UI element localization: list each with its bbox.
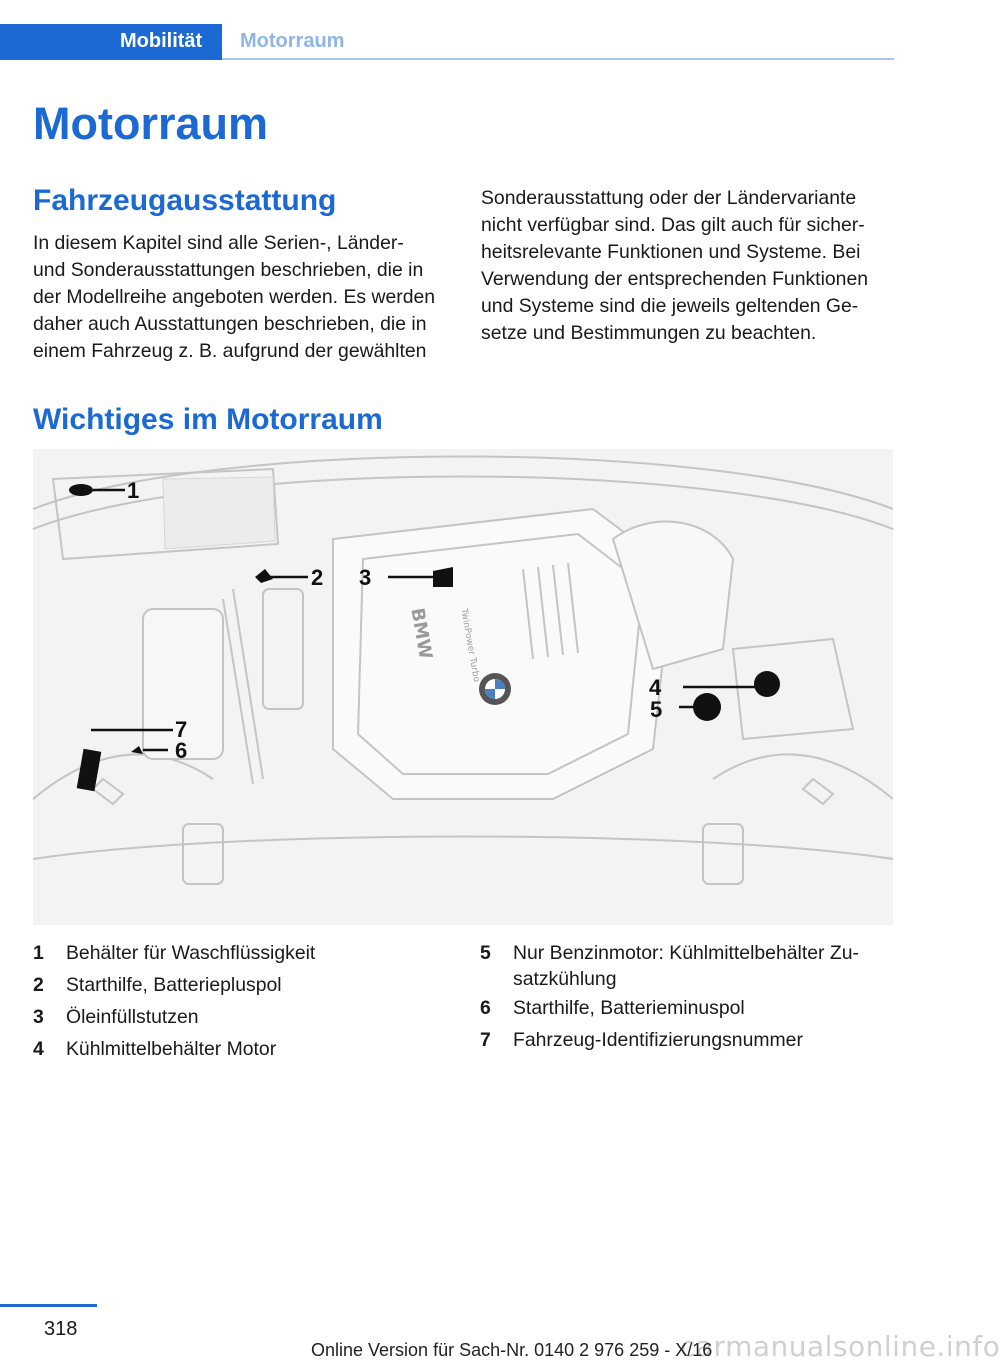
watermark: carmanualsonline.info [680, 1330, 1000, 1363]
intro-line: einem Fahrzeug z. B. aufgrund der gewählten [33, 340, 427, 362]
legend-text: Öleinfüllstutzen [66, 1006, 199, 1028]
tab-motorraum[interactable]: Motorraum [240, 30, 345, 52]
list-item [480, 937, 900, 992]
list-item [480, 1024, 900, 1056]
callout-1: 1 [127, 478, 140, 503]
intro-line: Sonderausstattung oder der Ländervariante [481, 187, 857, 209]
online-version-note: Online Version für Sach-Nr. 0140 2 976 259 - X/16 [311, 1340, 713, 1360]
intro-line: und Systeme sind die jeweils geltenden Ge- [481, 295, 859, 317]
intro-text-left [33, 230, 453, 365]
intro-line: der Modellreihe angeboten werden. Es werden [33, 286, 436, 308]
intro-line: und Sonderausstattungen beschrieben, die in [33, 259, 424, 281]
tab-mobilitaet[interactable] [0, 24, 222, 60]
callout-3: 3 [359, 565, 372, 590]
page-title: Motorraum [33, 98, 268, 149]
legend-text: satzkühlung [513, 968, 617, 990]
list-item [33, 969, 453, 1001]
section-heading-fahrzeugausstattung: Fahrzeugausstattung [33, 184, 337, 217]
list-item [480, 992, 900, 1024]
legend-number: 5 [480, 942, 491, 964]
callout-5: 5 [650, 697, 663, 722]
list-item [33, 1033, 453, 1065]
intro-text-right [481, 185, 901, 347]
legend-number: 2 [33, 974, 44, 996]
legend-text: Behälter für Waschflüssigkeit [66, 942, 316, 964]
legend-text: Nur Benzinmotor: Kühlmittelbehälter Zu- [513, 942, 859, 964]
legend-number: 7 [480, 1029, 491, 1051]
page-number: 318 [44, 1318, 78, 1340]
legend-right [480, 937, 900, 1056]
intro-line: Verwendung der entsprechenden Funktionen [481, 268, 869, 290]
callout-6: 6 [175, 738, 188, 763]
intro-line: heitsrelevante Funktionen und Systeme. Bei [481, 241, 861, 263]
legend-text: Fahrzeug-Identifizierungsnummer [513, 1029, 803, 1051]
legend-left [33, 937, 453, 1065]
callout-4: 4 [649, 675, 662, 700]
header-divider [222, 58, 894, 60]
intro-line: In diesem Kapitel sind alle Serien-, Länder- [33, 232, 404, 254]
list-item [33, 1001, 453, 1033]
legend-text: Kühlmittelbehälter Motor [66, 1038, 277, 1060]
cover-badge-text: TwinPower Turbo [458, 607, 482, 683]
legend-number: 6 [480, 997, 491, 1019]
callout-2: 2 [311, 565, 324, 590]
intro-line: daher auch Ausstattungen beschrieben, die in [33, 313, 427, 335]
legend-number: 3 [33, 1006, 44, 1028]
legend-text: Starthilfe, Batterieminuspol [513, 997, 745, 1019]
intro-line: nicht verfügbar sind. Das gilt auch für sicher- [481, 214, 865, 236]
tab-mobilitaet-label: Mobilität [120, 30, 203, 52]
engine-bay-figure [33, 449, 893, 925]
list-item [33, 937, 453, 969]
footer-rule [0, 1304, 97, 1307]
cover-logo-text: BMW [406, 606, 436, 661]
intro-line: setze und Bestimmungen zu beachten. [481, 322, 817, 344]
legend-number: 1 [33, 942, 44, 964]
callout-7: 7 [175, 717, 188, 742]
legend-number: 4 [33, 1038, 44, 1060]
section-heading-wichtiges: Wichtiges im Motorraum [33, 403, 383, 436]
legend-text: Starthilfe, Batteriepluspol [66, 974, 282, 996]
